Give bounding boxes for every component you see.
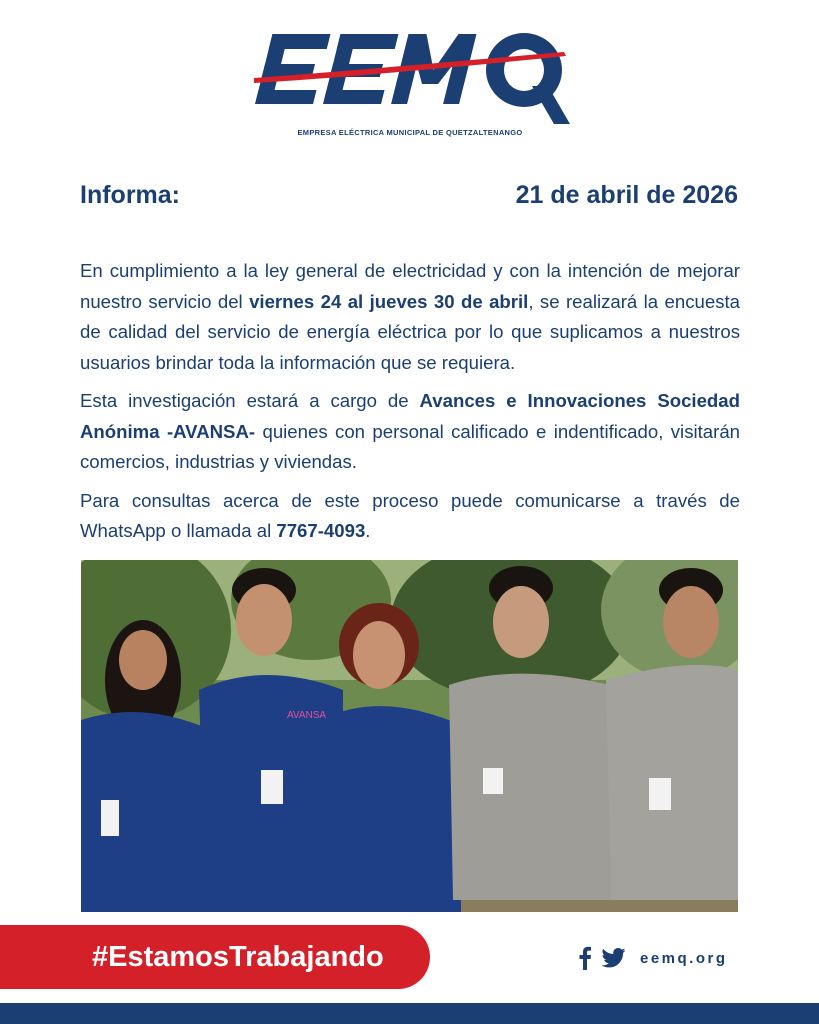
team-photo-illustration	[81, 560, 738, 912]
eemq-wordmark	[248, 28, 572, 128]
shirt-logo-text: AVANSA	[287, 710, 327, 721]
website-link[interactable]: eemq.org	[640, 949, 728, 967]
paragraph-text: Para consultas acerca de este proceso puede comunicarse a través de WhatsApp o llamada al	[80, 489, 740, 541]
company-name: Avances e Innovaciones Sociedad Anónima -AVANSA-	[80, 390, 740, 442]
hashtag-banner	[0, 925, 430, 989]
paragraph-text: quienes con personal calificado e indentificado, visitarán comercios, industrias y viviendas.	[80, 420, 740, 472]
paragraph-survey	[80, 256, 740, 378]
announcement-body	[80, 256, 740, 555]
bottom-bar	[0, 1003, 819, 1024]
facebook-icon[interactable]	[578, 946, 592, 970]
eemq-logo	[248, 28, 572, 140]
team-photo	[81, 560, 738, 912]
logo-subtitle: EMPRESA ELÉCTRICA MUNICIPAL DE QUETZALTENANGO	[297, 128, 523, 137]
paragraph-text: Esta investigación estará a cargo de	[80, 390, 420, 411]
social-links	[578, 944, 728, 972]
paragraph-text: , se realizará la encuesta de calidad del servicio de energía eléctrica por lo que suplicamos a nuestros usuarios brindar toda la información que se requiera.	[80, 290, 741, 373]
announcement-date: 21 de abril de 2026	[515, 181, 738, 209]
paragraph-text: .	[365, 520, 371, 541]
survey-dates: viernes 24 al jueves 30 de abril	[249, 290, 529, 312]
twitter-icon[interactable]	[602, 948, 626, 968]
hashtag-text: #EstamosTrabajando	[92, 940, 384, 973]
contact-phone: 7767-4093	[276, 520, 366, 541]
paragraph-contact	[80, 486, 740, 547]
paragraph-text: En cumplimiento a la ley general de electricidad y con la intención de mejorar nuestro servicio del	[80, 260, 740, 312]
paragraph-company	[80, 386, 740, 478]
informa-label: Informa:	[80, 181, 180, 209]
